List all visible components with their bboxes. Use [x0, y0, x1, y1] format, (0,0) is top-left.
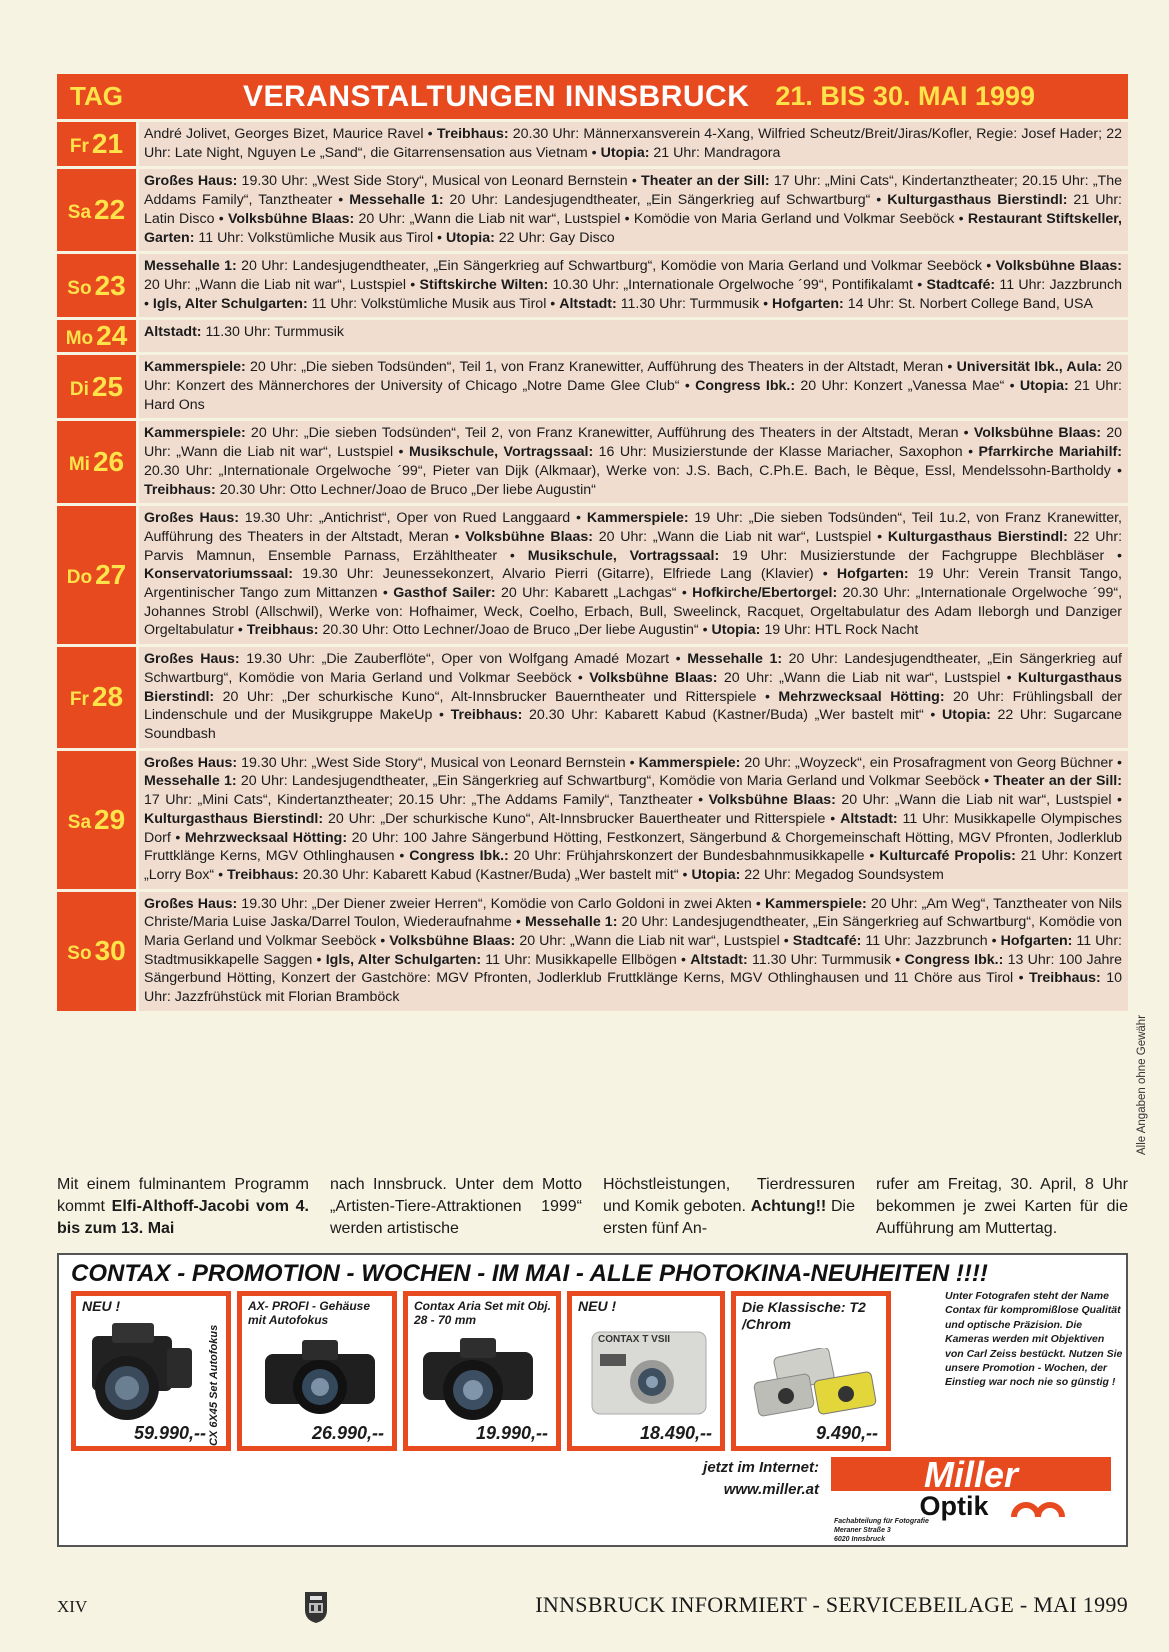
day-cell [57, 122, 136, 166]
venue-name: Utopia: [1019, 378, 1069, 395]
venue-name: Kammerspiele: [144, 425, 246, 442]
day-cell [57, 355, 136, 418]
weekday-label: Di [69, 378, 89, 400]
venue-name: Hofgarten: [1000, 933, 1073, 950]
day-cell [57, 892, 136, 1011]
disclaimer-note: Alle Angaben ohne Gewähr [1136, 1014, 1148, 1155]
day-number: 26 [92, 446, 125, 478]
product-card-contax-t2 [731, 1291, 891, 1451]
day-number: 24 [96, 320, 128, 352]
intro-column: rufer am Freitag, 30. April, 8 Uhr bekommen je zwei Karten für die Aufführung am Muttertag. [876, 1176, 1128, 1237]
venue-name: Volksbühne Blaas: [589, 669, 718, 686]
events-table-header [57, 74, 1128, 119]
venue-name: Gasthof Sailer: [393, 585, 496, 602]
venue-name: Messehalle 1: [525, 914, 618, 931]
venue-name: Musikschule, Vortragssaal: [409, 444, 594, 461]
weekday-label: Mi [68, 454, 90, 476]
venue-name: Kulturgasthaus Bierstindl: [144, 669, 1122, 705]
venue-name: Altstadt: [840, 810, 898, 827]
weekday-label: Fr [69, 689, 89, 711]
venue-name: Theater an der Sill: [993, 773, 1122, 790]
venue-name: Universität Ibk., Aula: [956, 359, 1102, 376]
day-cell [57, 421, 136, 503]
address-line: 6020 Innsbruck [834, 1536, 885, 1543]
weekday-label: Sa [67, 811, 92, 833]
weekday-label: So [67, 277, 92, 299]
venue-name: Messehalle 1: [144, 258, 237, 275]
page-title: VERANSTALTUNGEN INNSBRUCK [243, 79, 750, 113]
venue-name: Altstadt: [144, 324, 202, 341]
venue-name: Volksbühne Blaas: [228, 210, 355, 227]
contax-advertisement [57, 1253, 1128, 1547]
address-line: Fachabteilung für Fotografie [834, 1518, 929, 1525]
venue-name: Igls, Alter Schulgarten: [325, 951, 482, 968]
event-row [57, 647, 1128, 748]
venue-name: Utopia: [691, 866, 741, 883]
logo-bottom-text: Optik [919, 1491, 989, 1521]
venue-name: Messehalle 1: [349, 192, 444, 209]
venue-name: Volksbühne Blaas: [389, 933, 516, 950]
event-row [57, 751, 1128, 889]
venue-name: Kammerspiele: [144, 359, 246, 376]
event-listing: André Jolivet, Georges Bizet, Maurice Ravel • Treibhaus: 20.30 Uhr: Männerxansverein 4-Xang, Wilfried Scheutz/Breit/Jiras/Kofler, Regie: Josef Hader; 22 Uhr: Late Night, Nguyen Le „Sand“, die Gitarrensensation aus Vietnam • Utopia: 21 Uhr: Mandragora [139, 122, 1128, 166]
events-rows [57, 122, 1128, 1011]
day-number: 28 [91, 681, 124, 713]
venue-name: Pfarrkirche Mariahilf: [978, 444, 1122, 461]
internet-info [639, 1457, 819, 1501]
product-card-ax-profi [237, 1291, 397, 1451]
circus-intro-text [57, 1174, 1128, 1240]
day-number: 30 [94, 935, 126, 967]
website-link[interactable]: www.miller.at [723, 1481, 819, 1498]
event-row [57, 355, 1128, 418]
product-label: AX- PROFI - Gehäuse mit Autofokus [248, 1299, 371, 1327]
event-row [57, 320, 1128, 352]
page-number: XIV [57, 1597, 88, 1616]
store-address [834, 1517, 929, 1544]
venue-name: Musikschule, Vortragssaal: [527, 547, 720, 564]
day-number: 29 [94, 803, 126, 835]
venue-name: Großes Haus: [144, 895, 238, 912]
ad-headline: CONTAX - PROMOTION - WOCHEN - IM MAI - ALLE PHOTOKINA-NEUHEITEN !!!! [71, 1260, 988, 1287]
product-label: Contax Aria Set mit Obj. 28 - 70 mm [414, 1299, 551, 1327]
event-row [57, 122, 1128, 166]
event-row [57, 506, 1128, 644]
venue-name: Stadtcafé: [926, 276, 996, 293]
events-table [57, 74, 1128, 1011]
venue-name: Congress Ibk.: [695, 378, 796, 395]
logo-top-text: Miller [923, 1455, 1019, 1495]
slr-camera-icon [260, 1332, 380, 1422]
day-cell [57, 751, 136, 889]
event-listing: Großes Haus: 19.30 Uhr: „West Side Story“, Musical von Leonard Bernstein • Theater an der Sill: 17 Uhr: „Mini Cats“, Kindertanztheater; 20.15 Uhr: „The Addams Family“, Tanztheater • Messehalle 1: 20 Uhr: Landesjugendtheater, „Ein Sängerkrieg auf Schwartburg“ • Kulturgasthaus Bierstindl: 21 Uhr: Latin Disco • Volksbühne Blaas: 20 Uhr: „Wann die Liab nit war“, Lustspiel • Komödie von Maria Gerland und Volkmar Seeböck • Restaurant Stiftskeller, Garten: 11 Uhr: Volkstümliche Musik aus Tirol • Utopia: 22 Uhr: Gay Disco [139, 169, 1128, 251]
venue-name: Mehrzwecksaal Hötting: [778, 688, 945, 705]
venue-name: Volksbühne Blaas: [995, 258, 1122, 275]
city-crest-icon [303, 1590, 329, 1624]
weekday-label: Fr [69, 136, 89, 158]
product-price: 26.990,-- [311, 1423, 384, 1443]
event-listing: Großes Haus: 19.30 Uhr: „Die Zauberflöte“, Oper von Wolfgang Amadé Mozart • Messehalle 1: 20 Uhr: Landesjugendtheater, „Ein Sängerkrieg auf Schwartburg“, Komödie von Maria Gerland und Volkmar Seeböck • Volksbühne Blaas: 20 Uhr: „Wann die Liab nit war“, Lustspiel • Kulturgasthaus Bierstindl: 20 Uhr: „Der schurkische Kuno“, Alt-Innsbrucker Bauerntheater und Ritterspiele • Mehrzwecksaal Hötting: 20 Uhr: Frühlingsball der Lindenschule und der Musikgruppe MakeUp • Treibhaus: 20.30 Uhr: Kabarett Kabud (Kastner/Buda) „Wer bastelt mit“ • Utopia: 22 Uhr: Sugarcane Soundbash [139, 647, 1128, 748]
venue-name: Kulturcafé Propolis: [879, 848, 1016, 865]
footer-title: INNSBRUCK INFORMIERT - SERVICEBEILAGE - MAI 1999 [535, 1592, 1128, 1617]
venue-name: Treibhaus: [1029, 970, 1101, 987]
event-row [57, 169, 1128, 251]
medium-format-camera-icon [82, 1318, 202, 1428]
day-number: 27 [95, 559, 127, 591]
venue-name: Utopia: [600, 144, 650, 161]
weekday-label: Sa [67, 202, 92, 224]
product-label: NEU ! [578, 1298, 617, 1314]
venue-name: Volksbühne Blaas: [708, 792, 836, 809]
venue-name: Mehrzwecksaal Hötting: [184, 829, 348, 846]
event-listing: Messehalle 1: 20 Uhr: Landesjugendtheater, „Ein Sängerkrieg auf Schwartburg“, Komödie von Maria Gerland und Volkmar Seeböck • Volksbühne Blaas: 20 Uhr: „Wann die Liab nit war“, Lustspiel • Stiftskirche Wilten: 10.30 Uhr: „Internationale Orgelwoche ´99“, Pontifikalamt • Stadtcafé: 11 Uhr: Jazzbrunch • Igls, Alter Schulgarten: 11 Uhr: Volkstümliche Musik aus Tirol • Altstadt: 11.30 Uhr: Turmmusik • Hofgarten: 14 Uhr: St. Norbert College Band, USA [139, 254, 1128, 317]
day-cell [57, 169, 136, 251]
venue-name: Congress Ibk.: [904, 951, 1004, 968]
venue-name: Volksbühne Blaas: [465, 528, 593, 545]
event-listing: Großes Haus: 19.30 Uhr: „Der Diener zweier Herren“, Komödie von Carlo Goldoni in zwei Akten • Kammerspiele: 20 Uhr: „Am Weg“, Tanztheater von Nils Christe/Maria Luise Jaska/Darrel Toulon, Wiederaufnahme • Messehalle 1: 20 Uhr: Landesjugendtheater, „Ein Sängerkrieg auf Schwartburg“, Komödie von Maria Gerland und Volkmar Seeböck • Volksbühne Blaas: 20 Uhr: „Wann die Liab nit war“, Lustspiel • Stadtcafé: 11 Uhr: Jazzbrunch • Hofgarten: 11 Uhr: Stadtmusikkapelle Saggen • Igls, Alter Schulgarten: 11 Uhr: Musikkapelle Ellbögen • Altstadt: 11.30 Uhr: Turmmusik • Congress Ibk.: 13 Uhr: 100 Jahre Sängerbund Hötting, Konzert der Gastchöre: MGV Pfronten, Jodlerklub Fruttklänge Kerns, MGV Othlinghausen und 11 Chöre aus Tirol • Treibhaus: 10 Uhr: Jazzfrühstück mit Florian Bramböck [139, 892, 1128, 1011]
venue-name: Stadtcafé: [792, 933, 862, 950]
venue-name: Messehalle 1: [144, 773, 237, 790]
product-card-cx645 [71, 1291, 231, 1451]
product-card-contax-aria [403, 1291, 561, 1451]
product-label: NEU ! [82, 1298, 121, 1314]
weekday-label: Do [66, 567, 93, 589]
promo-description: Unter Fotografen steht der Name Contax für kompromißlose Qualität und optische Präzision. Die Kameras werden mit Objektiven von Carl Zeiss bestückt. Nutzen Sie unsere Promotion - Wochen, der Einstieg war noch nie so günstig ! [945, 1290, 1123, 1389]
venue-name: Treibhaus: [144, 481, 216, 498]
event-row [57, 421, 1128, 503]
venue-name: Utopia: [942, 707, 991, 724]
product-price: 18.490,-- [639, 1423, 712, 1443]
product-price: 59.990,-- [133, 1423, 206, 1443]
event-row [57, 892, 1128, 1011]
day-number: 23 [94, 269, 126, 301]
day-number: 21 [91, 128, 124, 160]
event-row [57, 254, 1128, 317]
venue-name: Kulturgasthaus Bierstindl: [144, 810, 324, 827]
venue-name: Igls, Alter Schulgarten: [152, 295, 308, 312]
event-listing: Kammerspiele: 20 Uhr: „Die sieben Todsünden“, Teil 2, von Franz Kranewitter, Aufführung des Theaters in der Altstadt, Meran • Volksbühne Blaas: 20 Uhr: „Wann die Liab nit war“, Lustspiel • Musikschule, Vortragssaal: 16 Uhr: Musizierstunde der Klasse Mariacher, Saxophon • Pfarrkirche Mariahilf: 20.30 Uhr: „Internationale Orgelwoche ´99“, Pieter van Dijk (Alkmaar), Werke von: J.S. Bach, C.Ph.E. Bach, le Bèque, Essl, Mendelssohn-Bartholdy • Treibhaus: 20.30 Uhr: Otto Lechner/Joao de Bruco „Der liebe Augustin“ [139, 421, 1128, 503]
venue-name: Hofgarten: [772, 295, 844, 312]
venue-name: Hofkirche/Ebertorgel: [692, 585, 838, 602]
venue-name: Kammerspiele: [586, 510, 689, 527]
venue-name: Großes Haus: [144, 173, 238, 190]
venue-name: Treibhaus: [246, 622, 319, 639]
venue-name: Großes Haus: [144, 651, 240, 668]
page-footer [57, 1592, 1128, 1622]
product-vertical-label: CX 6X45 Set Autofokus [208, 1324, 220, 1446]
intro-highlight: Achtung!! [750, 1198, 827, 1215]
venue-name: Großes Haus: [144, 510, 239, 527]
slr-zoom-camera-icon [418, 1332, 538, 1427]
product-price: 9.490,-- [815, 1423, 878, 1443]
venue-name: Altstadt: [690, 951, 748, 968]
event-listing: Kammerspiele: 20 Uhr: „Die sieben Todsünden“, Teil 1, von Franz Kranewitter, Aufführung des Theaters in der Altstadt, Meran • Universität Ibk., Aula: 20 Uhr: Konzert des Männerchores der University of Chicago „Notre Dame Glee Club“ • Congress Ibk.: 20 Uhr: Konzert „Vanessa Mae“ • Utopia: 21 Uhr: Hard Ons [139, 355, 1128, 418]
day-number: 22 [94, 194, 126, 226]
venue-name: Großes Haus: [144, 754, 238, 771]
day-column-header: TAG [70, 81, 123, 111]
venue-name: Restaurant Stiftskeller, Garten: [144, 210, 1122, 246]
product-card-contax-tvs2 [567, 1291, 725, 1451]
camera-model-text: CONTAX T VSII [598, 1334, 671, 1345]
intro-column: Höchstleistungen, Tierdressuren und Komik geboten. Achtung!! Die ersten fünf An- [603, 1176, 855, 1237]
venue-name: Messehalle 1: [687, 651, 783, 668]
day-cell [57, 647, 136, 748]
venue-name: Treibhaus: [450, 707, 523, 724]
venue-name: Konservatoriumssaal: [144, 566, 294, 583]
intro-column: Mit einem fulminantem Programm kommt Elfi-Althoff-Jacobi vom 4. bis zum 13. Mai [57, 1176, 309, 1237]
intro-highlight: Elfi-Althoff-Jacobi vom 4. bis zum 13. Mai [57, 1198, 309, 1237]
venue-name: Hofgarten: [836, 566, 909, 583]
compact-cameras-icon [746, 1348, 886, 1428]
event-listing: Großes Haus: 19.30 Uhr: „Antichrist“, Oper von Rued Langgaard • Kammerspiele: 19 Uhr: „Die sieben Todsünden“, Teil 1u.2, von Franz Kranewitter, Aufführung des Theaters in der Altstadt, Meran • Volksbühne Blaas: 20 Uhr: „Wann die Liab nit war“, Lustspiel • Kulturgasthaus Bierstindl: 22 Uhr: Parvis Mamnun, Ensemble Parnass, Erzähltheater • Musikschule, Vortragssaal: 19 Uhr: Musizierstunde der Fachgruppe Blechbläser • Konservatoriumssaal: 19.30 Uhr: Jeunessekonzert, Alvario Pierri (Gitarre), Elfriede Lang (Klavier) • Hofgarten: 19 Uhr: Verein Transit Tango, Argentinischer Tango zum Mittanzen • Gasthof Sailer: 20 Uhr: Kabarett „Lachgas“ • Hofkirche/Ebertorgel: 20.30 Uhr: „Internationale Orgelwoche ´99“, Johannes Strobl (Allschwil), Werke von: Hofhaimer, Weck, Coelho, Erbach, Bull, Sweelinck, Racquet, Orgeltabulatur des Adam Ileborgh und Danziger Orgeltabulatur • Treibhaus: 20.30 Uhr: Otto Lechner/Joao de Bruco „Der liebe Augustin“ • Utopia: 19 Uhr: HTL Rock Nacht [139, 506, 1128, 644]
event-listing: Altstadt: 11.30 Uhr: Turmmusik [139, 320, 1128, 352]
intro-column: nach Innsbruck. Unter dem Motto „Artisten-Tiere-Attraktionen 1999“ werden artistische [330, 1176, 582, 1237]
date-range: 21. BIS 30. MAI 1999 [775, 81, 1036, 111]
venue-name: Theater an der Sill: [641, 173, 770, 190]
weekday-label: So [67, 943, 92, 965]
event-listing: Großes Haus: 19.30 Uhr: „West Side Story“, Musical von Leonard Bernstein • Kammerspiele: 20 Uhr: „Woyzeck“, ein Prosafragment von Georg Büchner • Messehalle 1: 20 Uhr: Landesjugendtheater, „Ein Sängerkrieg auf Schwartburg“, Komödie von Maria Gerland und Volkmar Seeböck • Theater an der Sill: 17 Uhr: „Mini Cats“, Kindertanztheater; 20.15 Uhr: „The Addams Family“, Tanztheater • Volksbühne Blaas: 20 Uhr: „Wann die Liab nit war“, Lustspiel • Kulturgasthaus Bierstindl: 20 Uhr: „Der schurkische Kuno“, Alt-Innsbrucker Bauertheater und Ritterspiele • Altstadt: 11 Uhr: Musikkapelle Olympisches Dorf • Mehrzwecksaal Hötting: 20 Uhr: 100 Jahre Sängerbund Hötting, Festkonzert, Sängerbund & Chorgemeinschaft Hötting, MGV Pfronten, Jodlerklub Fruttklänge Kerns, MGV Othlinghausen • Congress Ibk.: 20 Uhr: Frühjahrskonzert der Bundesbahnmusikkapelle • Kulturcafé Propolis: 21 Uhr: Konzert „Lorry Box“ • Treibhaus: 20.30 Uhr: Kabarett Kabud (Kastner/Buda) „Wer bastelt mit“ • Utopia: 22 Uhr: Megadog Soundsystem [139, 751, 1128, 889]
venue-name: Altstadt: [559, 295, 617, 312]
day-number: 25 [91, 370, 124, 402]
product-label: Die Klassische: T2 /Chrom [742, 1299, 866, 1332]
venue-name: Treibhaus: [227, 866, 299, 883]
venue-name: Congress Ibk.: [409, 848, 509, 865]
weekday-label: Mo [65, 328, 94, 350]
internet-label: jetzt im Internet: [703, 1459, 819, 1476]
product-price: 19.990,-- [475, 1423, 548, 1443]
venue-name: Kulturgasthaus Bierstindl: [887, 528, 1068, 545]
venue-name: Kammerspiele: [765, 895, 867, 912]
venue-name: Kammerspiele: [638, 754, 741, 771]
venue-name: Kulturgasthaus Bierstindl: [887, 192, 1068, 209]
address-line: Meraner Straße 3 [834, 1527, 891, 1534]
venue-name: Stiftskirche Wilten: [419, 276, 549, 293]
venue-name: Volksbühne Blaas: [973, 425, 1101, 442]
day-cell [57, 254, 136, 317]
day-cell [57, 506, 136, 644]
venue-name: Treibhaus: [436, 126, 509, 142]
day-cell [57, 320, 136, 352]
venue-name: Utopia: [445, 229, 495, 246]
venue-name: Utopia: [711, 622, 761, 639]
